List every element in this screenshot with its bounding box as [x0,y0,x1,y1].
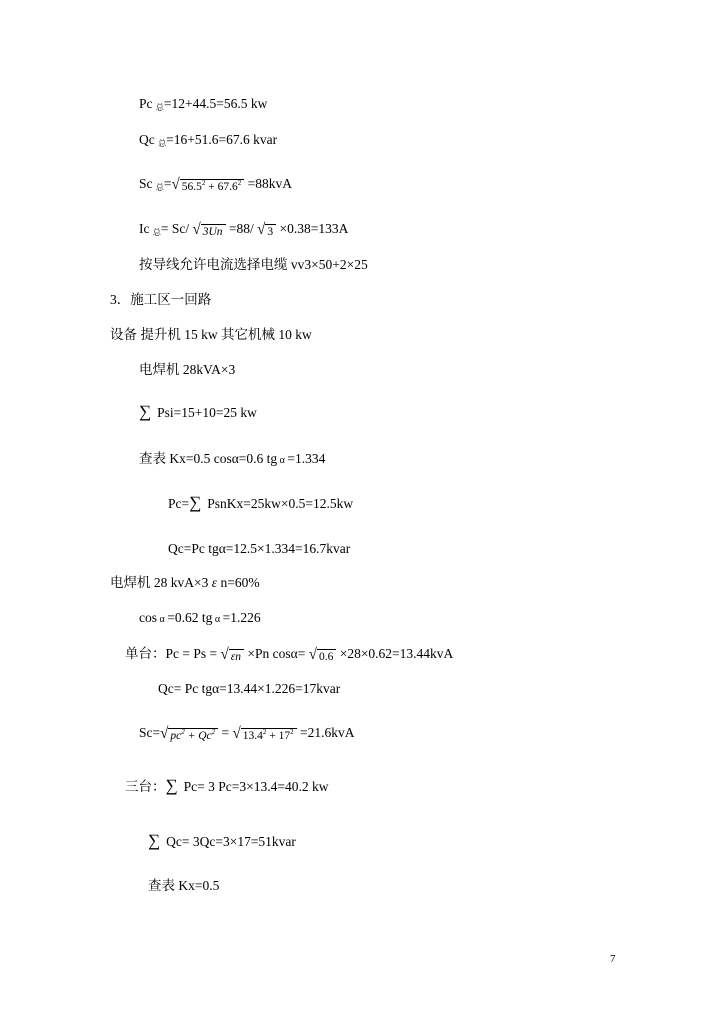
equals-sign: = [218,725,233,740]
cable-selection-line: 按导线允许电流选择电缆 vv3×50+2×25 [139,257,368,272]
sqrt-3 [257,221,276,239]
three-units-qc-line [148,832,296,851]
pc-total-line [139,95,267,115]
welder-label: 电焊机 28 kvA×3 [110,575,212,590]
alpha-symbol: α [157,614,168,625]
sqrt-body [168,728,218,744]
sqrt-body: εn [229,649,244,664]
alpha-symbol: α [212,614,223,625]
section-heading: 3．施工区一回路 [110,292,212,307]
sc-total-line [139,175,292,195]
three-units-pc-value: Pc= 3 Pc=3×13.4=40.2 kw [183,779,329,794]
total-subscript: 总 [152,228,161,237]
total-subscript: 总 [155,183,164,192]
sqrt-expression [172,176,245,194]
pc-total-value: =12+44.5=56.5 kw [163,96,268,111]
pc-label: Pc= [168,496,190,511]
square-exponent: 2 [211,727,216,736]
sqrt-symbol: √ [160,725,169,743]
sqrt-symbol: √ [257,221,266,239]
sqrt-0-6 [309,646,337,664]
lookup-kx-line [139,450,325,470]
cos-tg-line [139,609,261,629]
sigma-symbol: ∑ [148,831,161,850]
sqrt-body: 3 [265,224,276,239]
term-67-6: + 67.6 [205,180,238,193]
ic-total-line [139,220,348,240]
square-exponent: 2 [237,178,242,187]
total-subscript: 总 [155,103,164,112]
sc-label: Sc= [139,725,161,740]
single-unit-pc-line [125,645,453,664]
sqrt-symbol: √ [220,646,229,664]
qc-label: Qc [139,132,159,147]
ic-formula-mid: =88/ [225,221,258,236]
pc-value: PsnKx=25kw×0.5=12.5kw [207,496,354,511]
sqrt-3un [193,221,226,239]
square-exponent: 2 [262,727,267,736]
sqrt-body [180,179,245,195]
welder-spec-line [110,574,260,592]
single-unit-pc-value: ×28×0.62=13.44kvA [336,646,454,661]
formula-mid: ×Pn cosα= [244,646,309,661]
page-number: 7 [610,953,616,965]
sqrt-epsilon-n [221,646,245,664]
three-units-label: 三台： [125,779,166,794]
single-unit-sc-value: =21.6kvA [296,725,355,740]
sqrt-pc-qc [160,725,218,743]
sc-total-value: =88kvA [244,176,292,191]
sqrt-symbol: √ [171,176,180,194]
sqrt-body: 3Un [201,224,226,239]
three-units-qc-value: Qc= 3Qc=3×17=51kvar [166,834,296,849]
alpha-symbol: α [277,455,288,466]
lookup-text: 查表 Kx=0.5 cosα=0.6 tg [139,451,278,466]
sigma-symbol: ∑ [165,776,178,795]
lookup-kx-final-line: 查表 Kx=0.5 [148,878,220,893]
sqrt-numeric [233,725,297,743]
sc-label: Sc [139,176,156,191]
single-unit-label: 单台：Pc = Ps = [125,646,221,661]
epsilon-symbol: ε [211,575,218,590]
sqrt-body: 0.6 [317,649,336,664]
duty-cycle-value: n=60% [217,575,260,590]
cos-value: =0.62 tg [167,610,213,625]
square-exponent: 2 [290,727,294,736]
term-56-5: 56.5 [181,180,202,193]
sigma-symbol: ∑ [139,402,152,421]
pc-line [168,494,353,513]
ic-label: Ic [139,221,153,236]
term-pc: pc [170,729,182,742]
pc-label: Pc [139,96,156,111]
sqrt-symbol: √ [308,646,317,664]
square-exponent: 2 [181,727,185,736]
equals-sign: = [163,176,172,191]
ic-formula-start: = Sc/ [160,221,193,236]
qc-line: Qc=Pc tgα=12.5×1.334=16.7kvar [168,541,351,556]
qc-total-line [139,131,277,151]
term-qc: + Qc [184,729,212,742]
sum-psi-line [139,403,257,422]
welder-line: 电焊机 28kVA×3 [139,362,236,377]
three-units-pc-line [125,777,328,796]
sqrt-symbol: √ [192,221,201,239]
qc-total-value: =16+51.6=67.6 kvar [166,132,278,147]
term-17: + 17 [266,729,291,742]
single-unit-qc-line: Qc= Pc tgα=13.44×1.226=17kvar [158,681,341,696]
total-subscript: 总 [158,139,167,148]
term-13-4: 13.4 [242,729,263,742]
cos-label: cos [139,610,157,625]
tg-value: =1.226 [222,610,261,625]
ic-total-value: ×0.38=133A [276,221,349,236]
single-unit-sc-line [139,724,355,743]
tg-value: =1.334 [287,451,326,466]
square-exponent: 2 [201,178,206,187]
equipment-line: 设备 提升机 15 kw 其它机械 10 kw [110,327,312,342]
sqrt-body [241,728,297,744]
sqrt-symbol: √ [232,725,241,743]
sigma-symbol: ∑ [189,493,202,512]
sum-psi-value: Psi=15+10=25 kw [157,405,257,420]
